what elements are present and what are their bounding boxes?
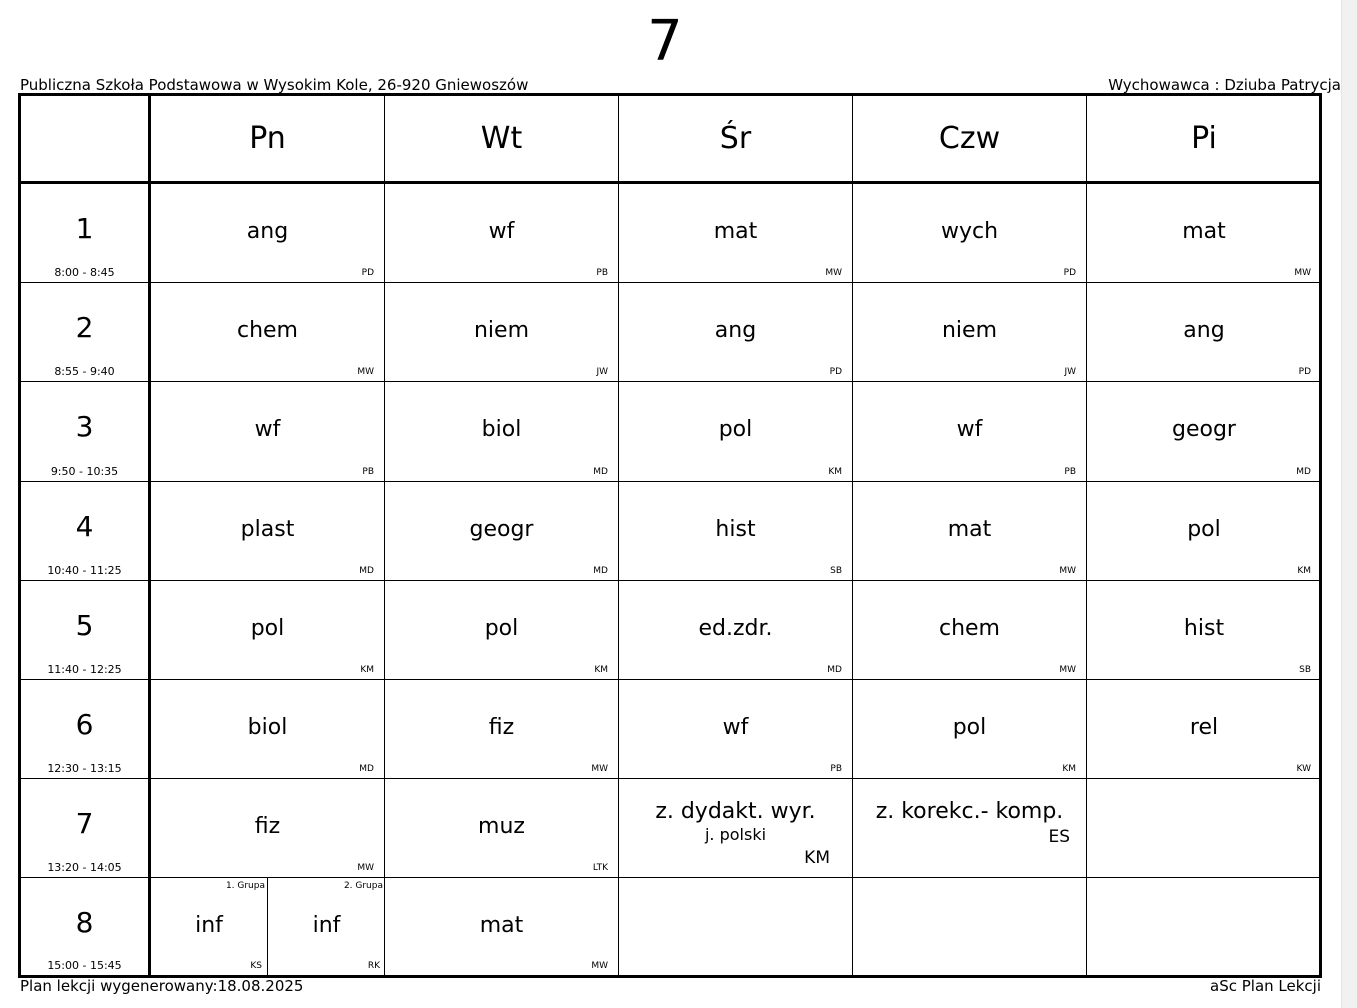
lesson-cell (151, 581, 385, 680)
class-title: 7 (647, 9, 683, 74)
subject-name: niem (941, 318, 998, 343)
subject-name: ed.zdr. (698, 616, 773, 641)
day-header: Czw (853, 96, 1087, 184)
period-cell (21, 482, 151, 581)
subject-name: fiz (488, 715, 515, 740)
teacher-initials: PB (362, 467, 374, 477)
teacher-initials: MW (825, 268, 842, 278)
lesson-cell (151, 184, 385, 283)
subject-name: z. dydakt. wyr. (655, 799, 816, 824)
period-number: 4 (75, 510, 94, 543)
period-cell (21, 184, 151, 283)
teacher-initials: KM (594, 665, 608, 675)
group-lesson-cell (268, 878, 385, 975)
subject-name: geogr (1172, 417, 1236, 442)
subject-name: biol (481, 417, 522, 442)
period-number: 7 (75, 807, 94, 840)
lesson-cell (151, 382, 385, 482)
teacher-initials: MW (591, 764, 608, 774)
subject-name: pol (1187, 517, 1221, 542)
subject-name: mat (947, 517, 992, 542)
subject-name: mat (713, 219, 758, 244)
subject-name: fiz (254, 814, 281, 839)
subject-name: pol (952, 715, 987, 740)
subject-name: hist (1183, 616, 1225, 641)
timetable-grid (18, 93, 1322, 978)
teacher-initials: KM (828, 467, 842, 477)
teacher-initials: PB (830, 764, 842, 774)
lesson-cell (1087, 581, 1321, 680)
subject-detail: j. polski (704, 825, 767, 844)
corner-cell (21, 96, 151, 184)
lesson-cell (1087, 283, 1321, 382)
period-cell (21, 382, 151, 482)
subject-name: rel (1189, 715, 1219, 740)
teacher-initials: KM (804, 848, 830, 868)
lesson-cell (385, 482, 619, 581)
subject-name: ang (246, 219, 289, 244)
lesson-cell (385, 680, 619, 779)
lesson-cell (1087, 382, 1321, 482)
teacher-initials: KW (1296, 764, 1311, 774)
subject-name: geogr (469, 517, 534, 542)
lesson-cell (385, 581, 619, 680)
lesson-cell (619, 779, 853, 878)
teacher-initials: MD (593, 566, 608, 576)
period-number: 6 (75, 708, 94, 741)
subject-name: inf (312, 913, 341, 938)
period-time: 8:55 - 9:40 (54, 365, 115, 378)
lesson-cell (385, 779, 619, 878)
lesson-cell (853, 382, 1087, 482)
subject-name: ang (1183, 318, 1225, 343)
subject-name: plast (240, 517, 295, 542)
period-number: 2 (75, 311, 94, 344)
group-label: 2. Grupa (343, 881, 383, 891)
teacher-initials: MD (593, 467, 608, 477)
teacher-initials: KM (1062, 764, 1076, 774)
period-time: 9:50 - 10:35 (50, 465, 119, 478)
subject-name: hist (715, 517, 756, 542)
teacher-initials: RK (367, 961, 380, 971)
teacher-initials: LTK (592, 863, 608, 873)
subject-name: inf (195, 913, 223, 938)
subject-name: pol (718, 417, 753, 442)
lesson-cell (619, 581, 853, 680)
lesson-cell (1087, 680, 1321, 779)
teacher-initials: PB (596, 268, 608, 278)
subject-name: mat (479, 913, 524, 938)
lesson-cell (619, 482, 853, 581)
period-time: 10:40 - 11:25 (47, 564, 122, 577)
lesson-cell (151, 482, 385, 581)
period-number: 3 (75, 410, 94, 443)
period-number: 8 (75, 906, 94, 939)
teacher-initials: PD (829, 367, 842, 377)
teacher-initials: PD (1063, 268, 1076, 278)
empty-lesson-cell (619, 878, 853, 975)
teacher-initials: SB (830, 566, 842, 576)
subject-name: biol (247, 715, 288, 740)
lesson-cell (151, 680, 385, 779)
lesson-cell (619, 382, 853, 482)
period-time: 8:00 - 8:45 (54, 266, 115, 279)
period-time: 12:30 - 13:15 (47, 762, 122, 775)
teacher-initials: MD (827, 665, 842, 675)
teacher-initials: PD (1298, 367, 1311, 377)
lesson-cell (853, 680, 1087, 779)
lesson-cell (853, 283, 1087, 382)
teacher-initials: JW (1064, 367, 1076, 377)
lesson-cell (151, 779, 385, 878)
subject-name: chem (938, 616, 1000, 641)
teacher-initials: KM (1297, 566, 1311, 576)
lesson-cell (853, 779, 1087, 878)
subject-name: z. korekc.- komp. (875, 799, 1064, 824)
lesson-cell (619, 184, 853, 283)
subject-name: pol (484, 616, 519, 641)
period-cell (21, 283, 151, 382)
teacher-initials: SB (1299, 665, 1311, 675)
software-credit: aSc Plan Lekcji (1210, 977, 1321, 995)
teacher-initials: MW (357, 863, 374, 873)
teacher-initials: MW (1294, 268, 1311, 278)
period-time: 11:40 - 12:25 (47, 663, 122, 676)
subject-name: wf (956, 417, 983, 442)
teacher-initials: KS (250, 961, 262, 971)
subject-name: wf (254, 417, 281, 442)
subject-name: wf (722, 715, 749, 740)
lesson-cell (151, 878, 385, 975)
subject-name: wf (488, 219, 515, 244)
subject-name: muz (478, 814, 525, 839)
lesson-cell (385, 184, 619, 283)
class-tutor: Wychowawca : Dziuba Patrycja (1108, 76, 1341, 94)
lesson-cell (385, 283, 619, 382)
empty-lesson-cell (1087, 878, 1321, 975)
period-cell (21, 779, 151, 878)
teacher-initials: MW (591, 961, 608, 971)
teacher-initials: MW (357, 367, 374, 377)
subject-name: pol (250, 616, 285, 641)
empty-lesson-cell (853, 878, 1087, 975)
lesson-cell (853, 184, 1087, 283)
day-header: Pn (151, 96, 385, 184)
period-cell (21, 878, 151, 975)
lesson-cell (1087, 184, 1321, 283)
period-number: 5 (75, 609, 94, 642)
period-time: 15:00 - 15:45 (47, 959, 122, 972)
group-label: 1. Grupa (225, 881, 265, 891)
day-header: Śr (619, 96, 853, 184)
lesson-cell (619, 283, 853, 382)
period-time: 13:20 - 14:05 (47, 861, 122, 874)
lesson-cell (853, 482, 1087, 581)
teacher-initials: PB (1064, 467, 1076, 477)
empty-lesson-cell (1087, 779, 1321, 878)
subject-name: mat (1182, 219, 1226, 244)
lesson-cell (853, 581, 1087, 680)
subject-name: ang (714, 318, 757, 343)
group-lesson-cell (151, 878, 268, 975)
period-cell (21, 581, 151, 680)
teacher-initials: MW (1059, 665, 1076, 675)
teacher-initials: KM (360, 665, 374, 675)
lesson-cell (385, 382, 619, 482)
teacher-initials: MD (359, 764, 374, 774)
teacher-initials: PD (361, 268, 374, 278)
teacher-initials: MD (1296, 467, 1311, 477)
lesson-cell (1087, 482, 1321, 581)
lesson-cell (151, 283, 385, 382)
subject-name: wych (940, 219, 999, 244)
subject-name: chem (236, 318, 298, 343)
period-number: 1 (75, 212, 94, 245)
day-header: Wt (385, 96, 619, 184)
school-name: Publiczna Szkoła Podstawowa w Wysokim Kole, 26-920 Gniewoszów (20, 76, 529, 94)
period-cell (21, 680, 151, 779)
day-header: Pi (1087, 96, 1321, 184)
teacher-initials: MD (359, 566, 374, 576)
generated-date: Plan lekcji wygenerowany:18.08.2025 (20, 977, 304, 995)
teacher-initials: ES (1048, 827, 1070, 847)
vertical-scrollbar[interactable] (1341, 0, 1357, 1008)
subject-name: niem (473, 318, 530, 343)
lesson-cell (385, 878, 619, 975)
lesson-cell (619, 680, 853, 779)
teacher-initials: MW (1059, 566, 1076, 576)
teacher-initials: JW (596, 367, 608, 377)
